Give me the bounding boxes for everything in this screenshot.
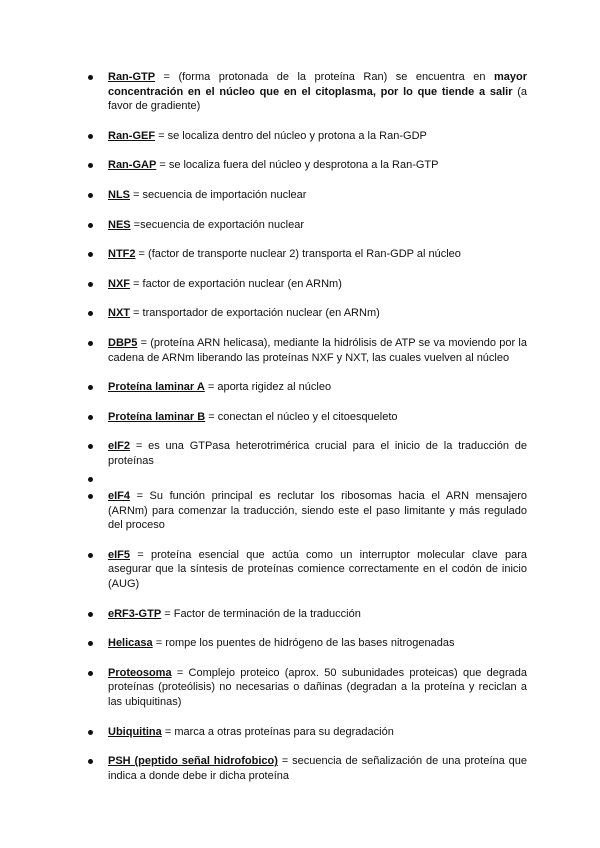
list-item [90,607,527,622]
item-text: = rompe los puentes de hidrógeno de las bases nitrogenadas [152,637,455,650]
item-content [108,725,527,740]
item-content [108,636,527,651]
item-term: eRF3-GTP [108,607,162,620]
list-item [90,636,527,651]
item-text: = Factor de terminación de la traducción [161,607,361,620]
item-term: Ran-GTP [108,71,156,83]
item-term: NLS [108,188,130,201]
item-content [108,188,527,203]
bullet-icon [88,134,93,139]
item-content [108,158,527,173]
bullet-icon [88,252,93,257]
item-term: Ubiquitina [108,725,162,738]
item-text: = se localiza fuera del núcleo y desprotona a la Ran-GTP [156,159,439,172]
list-item [90,548,527,592]
item-term: Proteína laminar B [108,410,206,423]
item-content [108,129,527,144]
bullet-icon [88,477,93,482]
bullet-icon [88,75,93,80]
bullet-icon [88,612,93,617]
item-text: = secuencia de importación nuclear [130,188,307,201]
item-term: PSH (peptido señal hidrofobico) [108,755,278,768]
item-term: DBP5 [108,336,138,349]
item-content [108,277,527,292]
bullet-icon [88,341,93,346]
item-text: = transportador de exportación nuclear (en ARNm) [130,307,380,320]
item-text: = (proteína ARN helicasa), mediante la hidrólisis de ATP se va moviendo por la cadena de ARNm liberando las proteínas NXF y NXT, las cuales vuelven al núcleo [108,336,527,364]
bullet-icon [88,641,93,646]
item-term: NES [108,218,131,231]
list-item [90,336,527,365]
item-content [108,247,527,262]
item-term: eIF4 [108,490,131,503]
bullet-icon [88,671,93,676]
item-content [108,306,527,321]
item-content [108,439,527,468]
definition-list [90,70,527,783]
item-content [108,70,527,114]
list-item [90,439,527,468]
item-text: = proteína esencial que actúa como un interruptor molecular clave para asegurar que la síntesis de proteínas comience correctamente en el codón de inicio (AUG) [108,548,527,591]
item-content [108,410,527,425]
list-item [90,666,527,710]
bullet-icon [88,282,93,287]
list-item [90,306,527,321]
item-content [108,754,527,783]
bullet-icon [88,444,93,449]
list-item [90,277,527,292]
item-content [108,380,527,395]
item-text: =secuencia de exportación nuclear [130,218,304,231]
list-item [90,489,527,533]
list-item [90,70,527,114]
item-term: NTF2 [108,248,136,261]
item-term: Ran-GEF [108,129,156,142]
bullet-icon [88,415,93,420]
item-term: Proteína laminar A [108,381,205,394]
item-term: NXT [108,307,130,320]
item-text: = se localiza dentro del núcleo y protona a la Ran-GDP [155,129,427,142]
item-text: = factor de exportación nuclear (en ARNm) [130,277,342,290]
list-item [90,380,527,395]
bullet-icon [88,385,93,390]
bullet-icon [88,759,93,764]
item-content [108,666,527,710]
list-item [90,754,527,783]
item-term: eIF2 [108,440,131,453]
bullet-icon [88,223,93,228]
item-term: Ran-GAP [108,159,157,172]
item-text: = secuencia de señalización de una proteína que indica a donde debe ir dicha proteína [108,755,527,782]
item-text-tail: (a favor de gradiente) [108,85,528,113]
item-text: = es una GTPasa heterotrimérica crucial para el inicio de la traducción de proteínas [108,440,527,467]
item-content [108,607,527,622]
item-text: = (factor de transporte nuclear 2) transporta el Ran-GDP al núcleo [135,248,461,261]
item-text: = (forma protonada de la proteína Ran) se encuentra en [155,71,494,83]
item-text: = marca a otras proteínas para su degradación [161,725,394,738]
item-term: NXF [108,277,130,290]
item-term: Proteosoma [108,666,172,679]
list-item [90,218,527,233]
list-item [90,472,527,487]
item-content [108,489,527,533]
item-content [108,548,527,592]
item-term: eIF5 [108,548,131,561]
item-content [108,218,527,233]
bullet-icon [88,193,93,198]
bullet-icon [88,730,93,735]
item-text: = aporta rigidez al núcleo [204,381,332,394]
list-item [90,158,527,173]
item-term: Helicasa [108,637,153,650]
item-text: = Complejo proteico (aprox. 50 subunidades proteicas) que degrada proteínas (proteólisis) no necesarias o dañinas (degradan a la proteína y reciclan a las ubiquitinas) [108,666,527,709]
item-text: = Su función principal es reclutar los ribosomas hacia el ARN mensajero (ARNm) para comenzar la traducción, siendo este el paso limitante y más regulado del proceso [108,490,527,532]
item-content [108,336,527,365]
list-item [90,247,527,262]
list-item [90,129,527,144]
list-item [90,725,527,740]
bullet-icon [88,311,93,316]
list-item [90,188,527,203]
bullet-icon [88,163,93,168]
bullet-icon [88,494,93,499]
list-item [90,410,527,425]
item-text: = conectan el núcleo y el citoesqueleto [205,410,398,423]
bullet-icon [88,553,93,558]
item-emphasis: mayor concentración en el núcleo que en el citoplasma, por lo que tiende a salir [108,71,527,98]
